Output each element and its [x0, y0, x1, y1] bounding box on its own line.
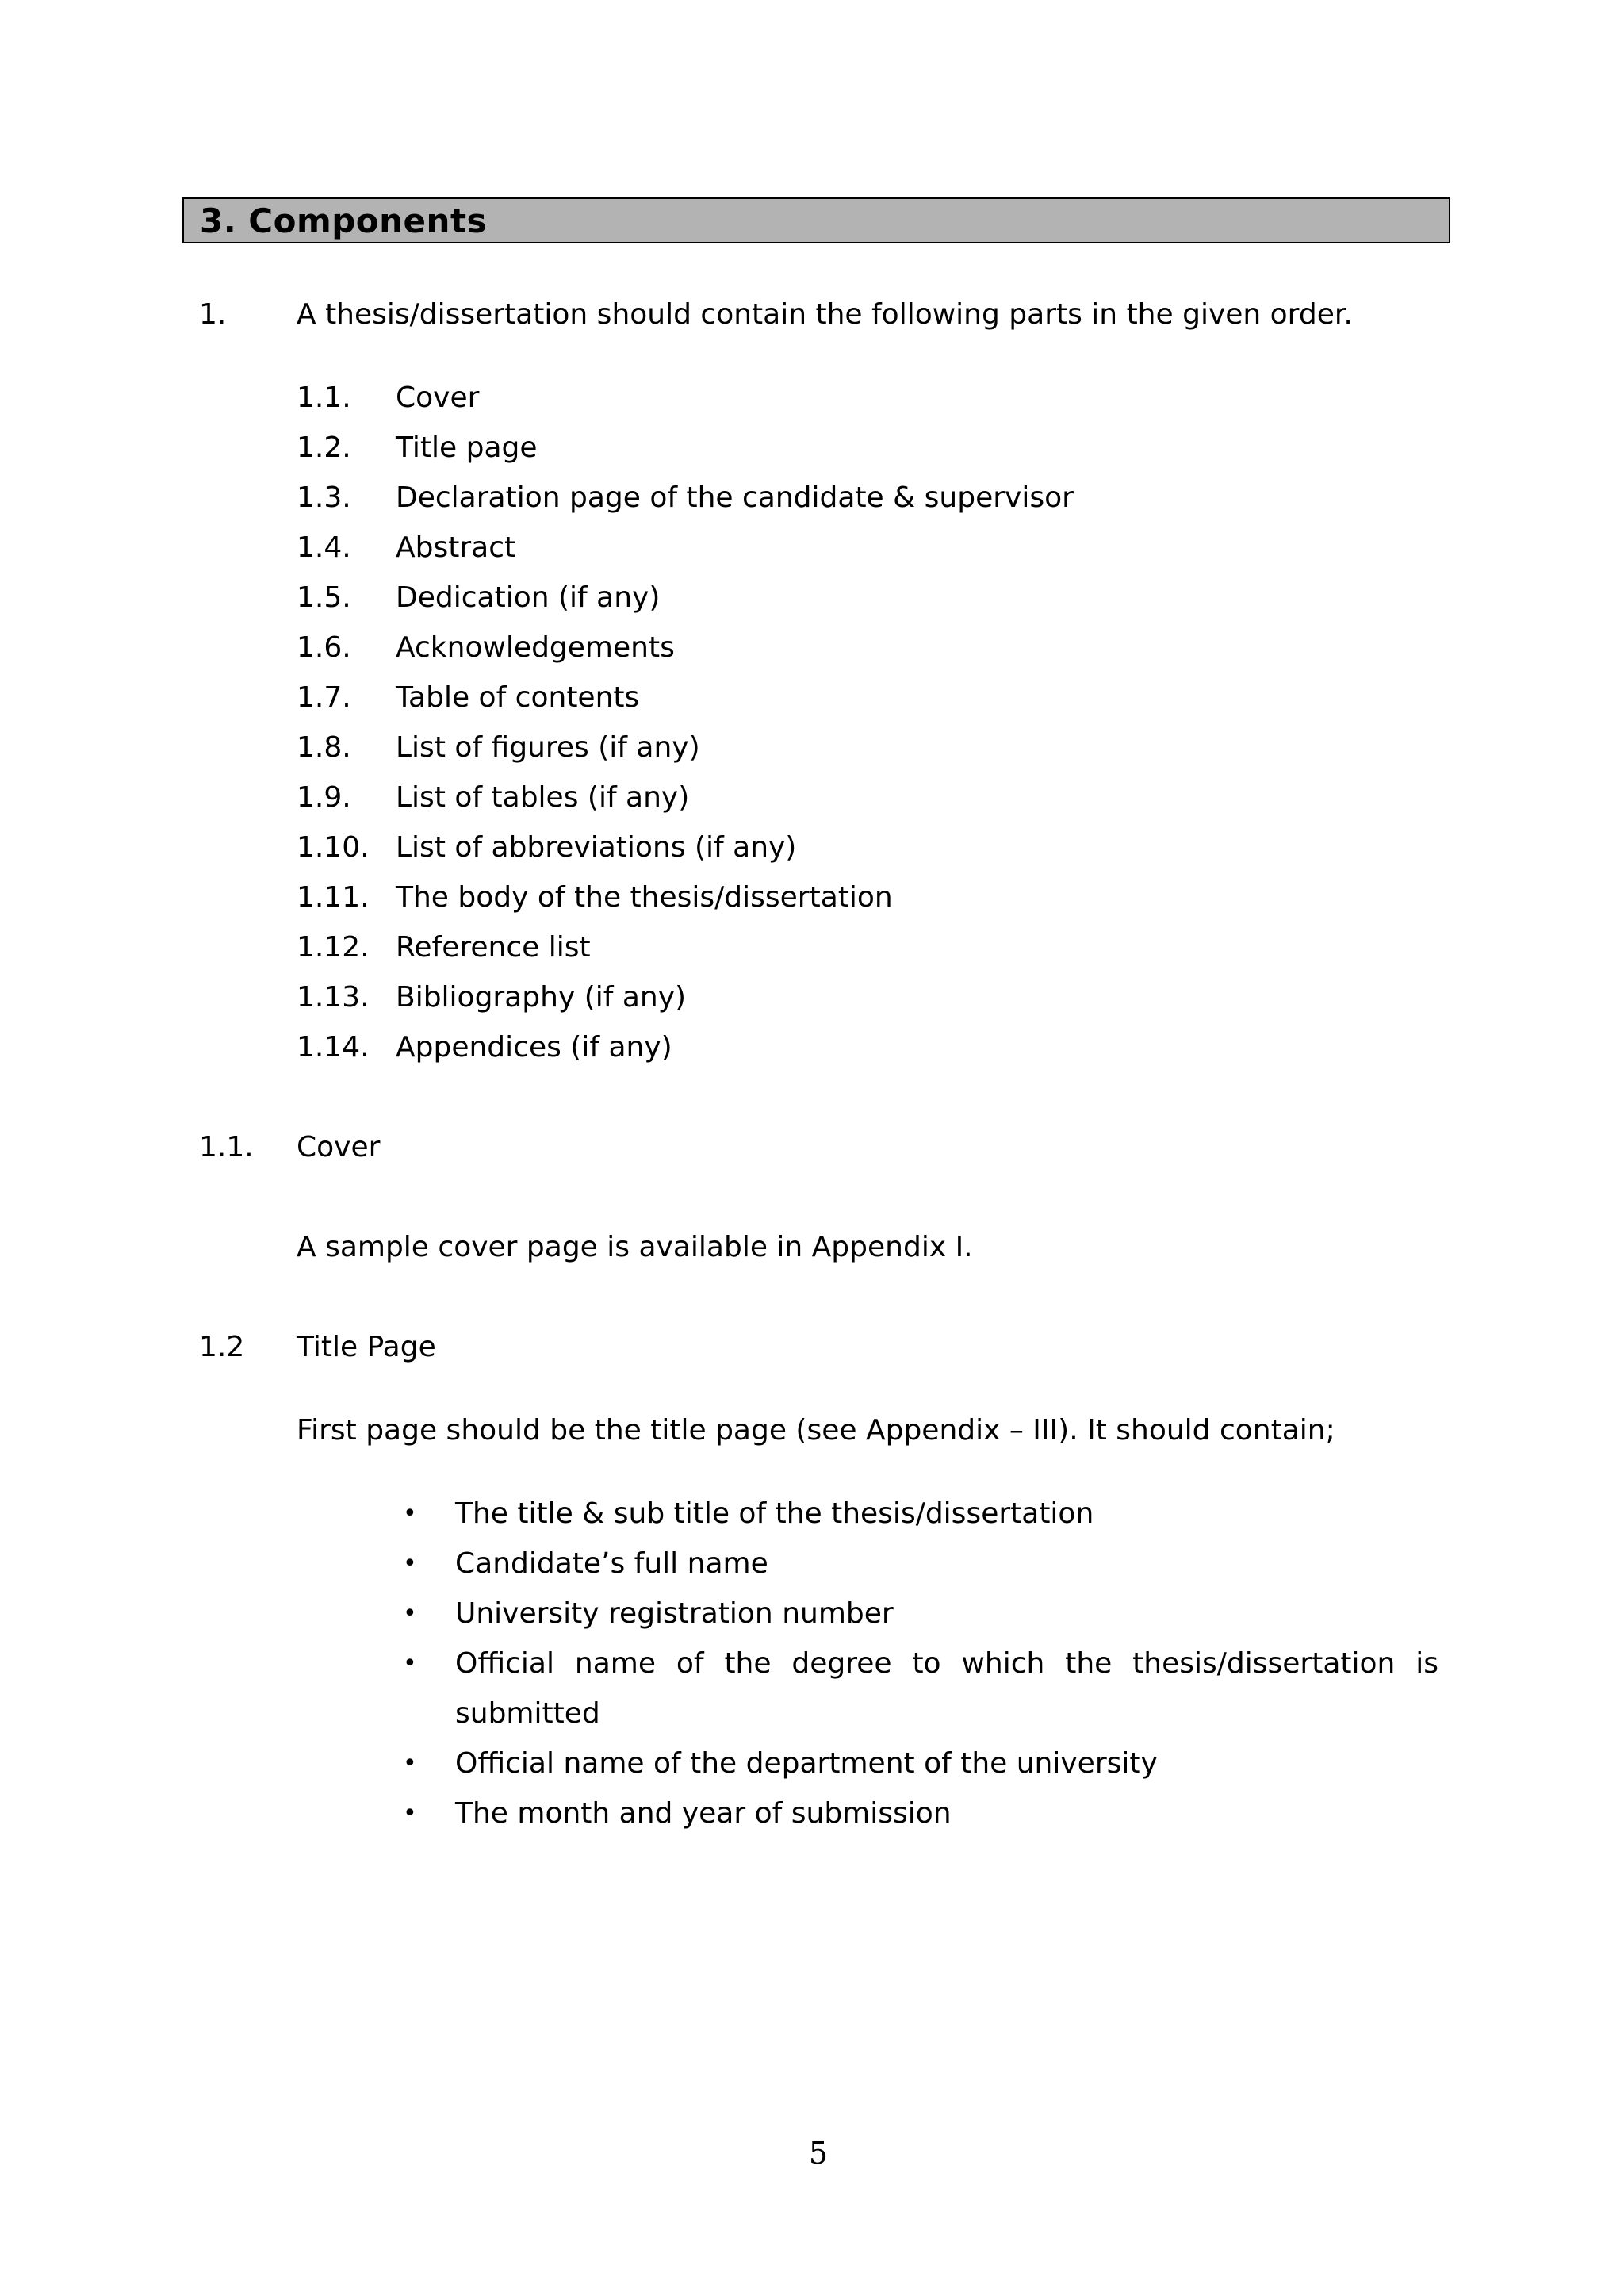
cover-number: 1.1.	[199, 1131, 254, 1163]
list-item-number: 1.7.	[297, 681, 351, 714]
bullet-marker: •	[403, 1650, 417, 1677]
bullet-marker: •	[403, 1600, 417, 1627]
list-item-label: List of abbreviations (if any)	[396, 831, 797, 864]
title-page-body: First page should be the title page (see Appendix – III). It should contain;	[297, 1414, 1335, 1447]
list-item-label: Bibliography (if any)	[396, 981, 687, 1014]
page-number: 5	[808, 2136, 829, 2171]
list-item-number: 1.13.	[297, 981, 370, 1014]
list-item-label: Acknowledgements	[396, 631, 675, 664]
list-item-label: Abstract	[396, 531, 516, 564]
list-item-label: List of figures (if any)	[396, 731, 700, 764]
bullet-marker: •	[403, 1800, 417, 1827]
list-item-number: 1.11.	[297, 881, 370, 914]
list-item-number: 1.8.	[297, 731, 351, 764]
list-item-number: 1.14.	[297, 1031, 370, 1064]
section-header-bar	[182, 197, 1450, 243]
intro-text: A thesis/dissertation should contain the following parts in the given order.	[297, 298, 1353, 331]
list-item-label: Cover	[396, 381, 480, 414]
list-item-label: Declaration page of the candidate & supervisor	[396, 481, 1074, 514]
list-item-number: 1.9.	[297, 781, 351, 814]
list-item-number: 1.1.	[297, 381, 351, 414]
cover-body: A sample cover page is available in Appendix I.	[297, 1231, 973, 1263]
bullet-text: Candidate’s full name	[455, 1547, 768, 1580]
section-title: 3. Components	[200, 201, 488, 240]
list-item-number: 1.3.	[297, 481, 351, 514]
list-item-label: Table of contents	[396, 681, 640, 714]
list-item-label: Appendices (if any)	[396, 1031, 672, 1064]
bullet-marker: •	[403, 1750, 417, 1777]
list-item-number: 1.2.	[297, 431, 351, 464]
list-item-label: Dedication (if any)	[396, 581, 661, 614]
bullet-text: University registration number	[455, 1597, 894, 1630]
list-item-number: 1.4.	[297, 531, 351, 564]
bullet-marker: •	[403, 1550, 417, 1577]
title-page-heading: Title Page	[297, 1331, 436, 1363]
bullet-text-continuation: submitted	[455, 1697, 600, 1730]
list-item-number: 1.12.	[297, 931, 370, 964]
list-item-number: 1.6.	[297, 631, 351, 664]
list-item-number: 1.10.	[297, 831, 370, 864]
list-item-label: The body of the thesis/dissertation	[396, 881, 893, 914]
cover-heading: Cover	[297, 1131, 381, 1163]
list-item-label: List of tables (if any)	[396, 781, 690, 814]
bullet-text: The title & sub title of the thesis/dissertation	[455, 1497, 1094, 1530]
bullet-text: Official name of the degree to which the thesis/dissertation is	[455, 1647, 1438, 1680]
bullet-text: Official name of the department of the university	[455, 1747, 1158, 1780]
list-item-label: Title page	[396, 431, 538, 464]
bullet-marker: •	[403, 1500, 417, 1527]
title-page-number: 1.2	[199, 1331, 245, 1363]
intro-number: 1.	[199, 298, 227, 331]
bullet-text: The month and year of submission	[455, 1797, 952, 1830]
list-item-number: 1.5.	[297, 581, 351, 614]
list-item-label: Reference list	[396, 931, 591, 964]
